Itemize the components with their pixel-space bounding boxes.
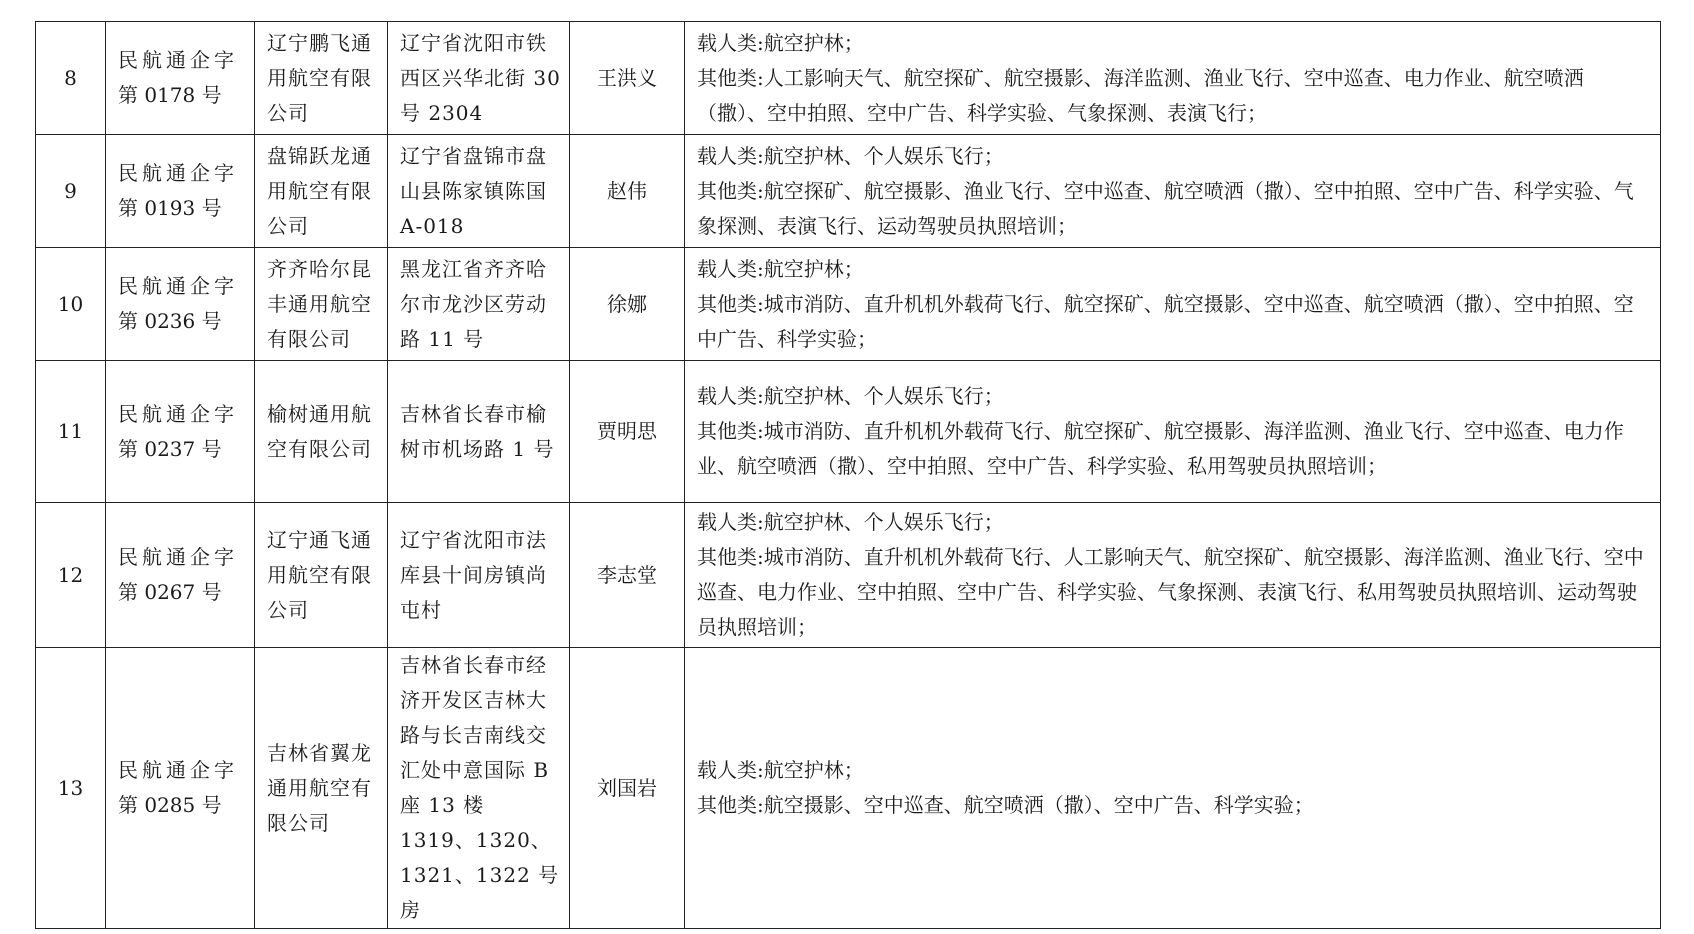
company-address: 辽宁省盘锦市盘山县陈家镇陈国A-018 xyxy=(388,135,570,248)
license-code: 第 0178 号 xyxy=(118,83,222,107)
legal-representative: 李志堂 xyxy=(570,503,685,648)
legal-representative: 刘国岩 xyxy=(570,648,685,929)
scope-manned: 载人类:航空护林； xyxy=(697,256,864,281)
business-scope xyxy=(685,503,1661,648)
business-scope xyxy=(685,135,1661,248)
row-number: 12 xyxy=(36,503,106,648)
license-code: 第 0285 号 xyxy=(118,793,222,817)
legal-representative: 徐娜 xyxy=(570,248,685,361)
scope-other: 其他类:城市消防、直升机机外载荷飞行、航空探矿、航空摄影、海洋监测、渔业飞行、空中巡查、电力作业、航空喷洒（撒）、空中拍照、空中广告、科学实验、私用驾驶员执照培训； xyxy=(697,419,1624,478)
license-prefix: 民航通企字 xyxy=(118,401,238,426)
license-number xyxy=(106,22,255,135)
scope-manned: 载人类:航空护林、个人娱乐飞行； xyxy=(697,384,1004,408)
license-code: 第 0237 号 xyxy=(118,436,222,461)
scope-other: 其他类:城市消防、直升机机外载荷飞行、航空探矿、航空摄影、空中巡查、航空喷洒（撒）、空中拍照、空中广告、科学实验； xyxy=(697,291,1634,351)
row-number: 8 xyxy=(36,22,106,135)
legal-representative: 赵伟 xyxy=(570,135,685,248)
company-name: 辽宁鹏飞通用航空有限公司 xyxy=(255,22,388,135)
business-scope xyxy=(685,22,1661,135)
row-number: 9 xyxy=(36,135,106,248)
row-number: 13 xyxy=(36,648,106,929)
license-prefix: 民航通企字 xyxy=(118,545,238,569)
company-name: 齐齐哈尔昆丰通用航空有限公司 xyxy=(255,248,388,361)
table-row xyxy=(36,648,1661,929)
license-number xyxy=(106,361,255,503)
company-address: 吉林省长春市榆树市机场路 1 号 xyxy=(388,361,570,503)
legal-representative: 贾明思 xyxy=(570,361,685,503)
license-code: 第 0193 号 xyxy=(118,196,222,220)
license-prefix: 民航通企字 xyxy=(118,274,238,298)
license-prefix: 民航通企字 xyxy=(118,758,238,782)
license-code: 第 0267 号 xyxy=(118,580,222,604)
company-name: 榆树通用航空有限公司 xyxy=(255,361,388,503)
company-name: 辽宁通飞通用航空有限公司 xyxy=(255,503,388,648)
scope-other: 其他类:航空探矿、航空摄影、渔业飞行、空中巡查、航空喷洒（撒）、空中拍照、空中广告、科学实验、气象探测、表演飞行、运动驾驶员执照培训； xyxy=(697,178,1634,238)
company-address: 辽宁省沈阳市铁西区兴华北街 30 号 2304 xyxy=(388,22,570,135)
company-address: 黑龙江省齐齐哈尔市龙沙区劳动路 11 号 xyxy=(388,248,570,361)
license-number xyxy=(106,135,255,248)
scope-manned: 载人类:航空护林、个人娱乐飞行； xyxy=(697,143,1004,168)
license-number xyxy=(106,648,255,929)
scope-other: 其他类:人工影响天气、航空探矿、航空摄影、海洋监测、渔业飞行、空中巡查、电力作业、航空喷洒（撒）、空中拍照、空中广告、科学实验、气象探测、表演飞行； xyxy=(697,65,1584,125)
license-code: 第 0236 号 xyxy=(118,309,222,333)
scope-manned: 载人类:航空护林； xyxy=(697,30,864,55)
company-address: 吉林省长春市经济开发区吉林大路与长吉南线交汇处中意国际 B 座 13 楼 1319、1320、1321、1322 号房 xyxy=(388,648,570,929)
table-row xyxy=(36,361,1661,503)
legal-representative: 王洪义 xyxy=(570,22,685,135)
business-scope xyxy=(685,248,1661,361)
table-row xyxy=(36,248,1661,361)
scope-other: 其他类:城市消防、直升机机外载荷飞行、人工影响天气、航空探矿、航空摄影、海洋监测、渔业飞行、空中巡查、电力作业、空中拍照、空中广告、科学实验、气象探测、表演飞行、私用驾驶员执照培训、运动驾驶员执照培训； xyxy=(697,545,1644,639)
scope-manned: 载人类:航空护林、个人娱乐飞行； xyxy=(697,510,1004,534)
table-row xyxy=(36,503,1661,648)
license-prefix: 民航通企字 xyxy=(118,48,238,72)
row-number: 10 xyxy=(36,248,106,361)
business-scope xyxy=(685,361,1661,503)
table-row xyxy=(36,22,1661,135)
license-number xyxy=(106,248,255,361)
license-number xyxy=(106,503,255,648)
table-row xyxy=(36,135,1661,248)
operator-license-table xyxy=(35,21,1661,929)
scope-manned: 载人类:航空护林； xyxy=(697,758,864,782)
license-prefix: 民航通企字 xyxy=(118,161,238,185)
scope-other: 其他类:航空摄影、空中巡查、航空喷洒（撒）、空中广告、科学实验； xyxy=(697,793,1314,817)
company-name: 吉林省翼龙通用航空有限公司 xyxy=(255,648,388,929)
row-number: 11 xyxy=(36,361,106,503)
company-name: 盘锦跃龙通用航空有限公司 xyxy=(255,135,388,248)
company-address: 辽宁省沈阳市法库县十间房镇尚屯村 xyxy=(388,503,570,648)
business-scope xyxy=(685,648,1661,929)
